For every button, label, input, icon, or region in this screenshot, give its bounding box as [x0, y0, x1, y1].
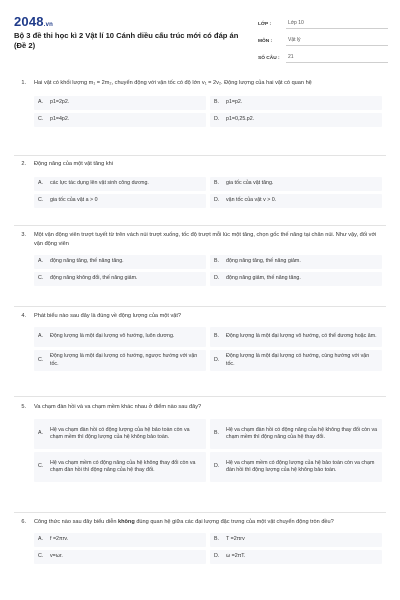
answer-option-b[interactable] [210, 327, 382, 347]
option-letter: C. [38, 356, 44, 363]
option-letter: B. [214, 180, 220, 187]
option-letter: C. [38, 275, 44, 282]
option-text: Hệ va chạm đàn hồi có động năng của hệ không thay đổi còn va chạm mềm thì động năng của hệ thay đổi. [226, 426, 378, 440]
question-2 [14, 160, 386, 211]
option-letter: B. [214, 430, 220, 437]
question-divider [14, 155, 386, 156]
option-text: p1=0,25.p2. [226, 116, 255, 123]
answer-option-d[interactable] [210, 194, 382, 208]
question-5 [14, 403, 386, 485]
answer-option-a[interactable] [34, 533, 206, 547]
question-stem [14, 518, 386, 527]
option-text: các lực tác dụng lên vật sinh công dương. [50, 180, 149, 187]
question-6 [14, 518, 386, 567]
option-letter: A. [38, 258, 44, 265]
meta-row-question-count [258, 49, 388, 63]
question-text: Hai vật có khối lượng m₁ = 2m₂, chuyển động với vận tốc có độ lớn v₁ = 2v₂. Động lượng của hai vật có quan hệ [34, 80, 312, 86]
meta-label-subject: MÔN : [258, 39, 273, 44]
answer-options [14, 177, 386, 211]
option-letter: A. [38, 430, 44, 437]
meta-value-class: Lớp 10 [286, 20, 388, 29]
question-number: 3. [21, 232, 26, 238]
question-text: Va chạm đàn hồi và va chạm mềm khác nhau ở điểm nào sau đây? [34, 404, 202, 410]
question-number: 1. [21, 80, 26, 86]
option-text: Hệ va chạm đàn hồi có động lượng của hệ bảo toàn còn va chạm mềm thì động lượng của hệ không bảo toàn. [50, 426, 190, 440]
option-text: động năng giảm, thế năng tăng. [226, 275, 301, 282]
option-letter: C. [38, 197, 44, 204]
answer-options [14, 96, 386, 130]
question-stem [14, 403, 386, 412]
option-text: Hệ va chạm mềm có động lượng của hệ bảo toàn còn va chạm đàn hồi thì động lượng của hệ không bảo toàn. [226, 459, 375, 473]
option-text: gia tốc của vật tăng. [226, 180, 274, 187]
question-text [34, 518, 334, 527]
question-1 [14, 79, 386, 130]
answer-option-a[interactable] [34, 177, 206, 191]
option-text: Hệ va chạm mềm có động năng của hệ không thay đổi còn va chạm đàn hồi thì động năng của hệ thay đổi. [50, 459, 196, 473]
answer-option-a[interactable] [34, 419, 206, 449]
answer-option-c[interactable] [34, 550, 206, 564]
answer-options [14, 533, 386, 567]
question-text-before: Công thức nào sau đây biểu diễn [34, 519, 118, 525]
option-text: f =2πrv. [50, 536, 69, 543]
option-letter: B. [214, 536, 220, 543]
option-text: gia tốc của vật a > 0 [50, 197, 98, 204]
page-title: Bộ 3 đề thi học kì 2 Vật lí 10 Cánh diều cấu trúc mới có đáp án (Đề 2) [14, 31, 239, 50]
option-letter: D. [214, 463, 220, 470]
question-text: Phát biểu nào sau đây là đúng về động lượng của một vật? [34, 313, 182, 319]
answer-option-a[interactable] [34, 96, 206, 110]
option-letter: C. [38, 553, 44, 560]
option-letter: A. [38, 180, 44, 187]
option-text: vận tốc của vật v > 0. [226, 197, 277, 204]
option-letter: D. [214, 275, 220, 282]
question-text: Một vận động viên trượt tuyết từ trên vách núi trượt xuống, tốc độ trượt mỗi lúc một tăng, chọn gốc thế năng tại chân núi. Như vậy, đối với vận động viên [34, 232, 377, 247]
meta-value-subject: Vật lý [286, 37, 388, 46]
option-text: p1=p2. [226, 99, 243, 106]
option-letter: A. [38, 333, 44, 340]
answer-options [14, 255, 386, 289]
answer-option-c[interactable] [34, 194, 206, 208]
question-text-emphasis: không [117, 519, 135, 525]
answer-option-b[interactable] [210, 177, 382, 191]
option-letter: A. [38, 99, 44, 106]
question-number: 4. [21, 313, 26, 319]
answer-option-c[interactable] [34, 452, 206, 482]
answer-option-b[interactable] [210, 255, 382, 269]
answer-option-b[interactable] [210, 533, 382, 547]
question-divider [14, 306, 386, 307]
site-logo[interactable] [14, 14, 53, 29]
option-text: T =2πrv [226, 536, 245, 543]
option-text: ω =2πT. [226, 553, 246, 560]
option-text: v=ωr. [50, 553, 63, 560]
question-stem [14, 312, 386, 321]
meta-label-question-count: SỐ CÂU : [258, 56, 280, 61]
answer-option-d[interactable] [210, 350, 382, 371]
logo-suffix-text: .vn [43, 22, 54, 28]
option-letter: C. [38, 463, 44, 470]
question-number: 5. [21, 404, 26, 410]
option-letter: D. [214, 197, 220, 204]
option-letter: B. [214, 333, 220, 340]
meta-row-class [258, 15, 388, 29]
question-stem [14, 231, 386, 249]
answer-option-c[interactable] [34, 272, 206, 286]
answer-option-d[interactable] [210, 452, 382, 482]
question-4 [14, 312, 386, 374]
option-text: động năng không đổi, thế năng giảm. [50, 275, 138, 282]
answer-options [14, 327, 386, 374]
exam-meta-panel [258, 15, 388, 66]
answer-option-a[interactable] [34, 255, 206, 269]
answer-option-d[interactable] [210, 113, 382, 127]
option-letter: D. [214, 356, 220, 363]
question-divider [14, 512, 386, 513]
option-letter: B. [214, 99, 220, 106]
answer-option-c[interactable] [34, 113, 206, 127]
question-text: Động năng của một vật tăng khi [34, 161, 113, 167]
answer-option-b[interactable] [210, 419, 382, 449]
option-text: Động lượng là một đại lượng có hướng, ngược hướng với vận tốc. [50, 353, 198, 367]
meta-label-class: LỚP : [258, 22, 272, 27]
option-letter: A. [38, 536, 44, 543]
meta-value-question-count: 21 [286, 54, 388, 63]
meta-row-subject [258, 32, 388, 46]
option-text: p1=2p2. [50, 99, 70, 106]
logo-main-text: 2048 [14, 14, 44, 29]
option-text: p1=4p2. [50, 116, 70, 123]
answer-option-d[interactable] [210, 550, 382, 564]
question-stem [14, 160, 386, 169]
option-text: Động lượng là một đại lượng vô hướng, có thể dương hoặc âm. [226, 333, 377, 340]
answer-option-b[interactable] [210, 96, 382, 110]
answer-options [14, 419, 386, 485]
option-text: động năng tăng, thế năng giảm. [226, 258, 301, 265]
answer-option-a[interactable] [34, 327, 206, 347]
question-number: 6. [21, 519, 26, 525]
option-letter: B. [214, 258, 220, 265]
question-3 [14, 231, 386, 289]
option-letter: C. [38, 116, 44, 123]
option-text: động năng tăng, thế năng tăng. [50, 258, 124, 265]
option-text: Động lượng là một đại lượng có hướng, cùng hướng với vận tốc. [226, 353, 370, 367]
question-divider [14, 396, 386, 397]
answer-option-d[interactable] [210, 272, 382, 286]
answer-option-c[interactable] [34, 350, 206, 371]
question-divider [14, 225, 386, 226]
question-stem [14, 79, 386, 88]
question-number: 2. [21, 161, 26, 167]
option-text: Động lượng là một đại lượng vô hướng, luôn dương. [50, 333, 175, 340]
option-letter: D. [214, 553, 220, 560]
question-text-after: đúng quan hệ giữa các đại lượng đặc trưng của một vật chuyển động tròn đều? [134, 519, 334, 525]
option-letter: D. [214, 116, 220, 123]
